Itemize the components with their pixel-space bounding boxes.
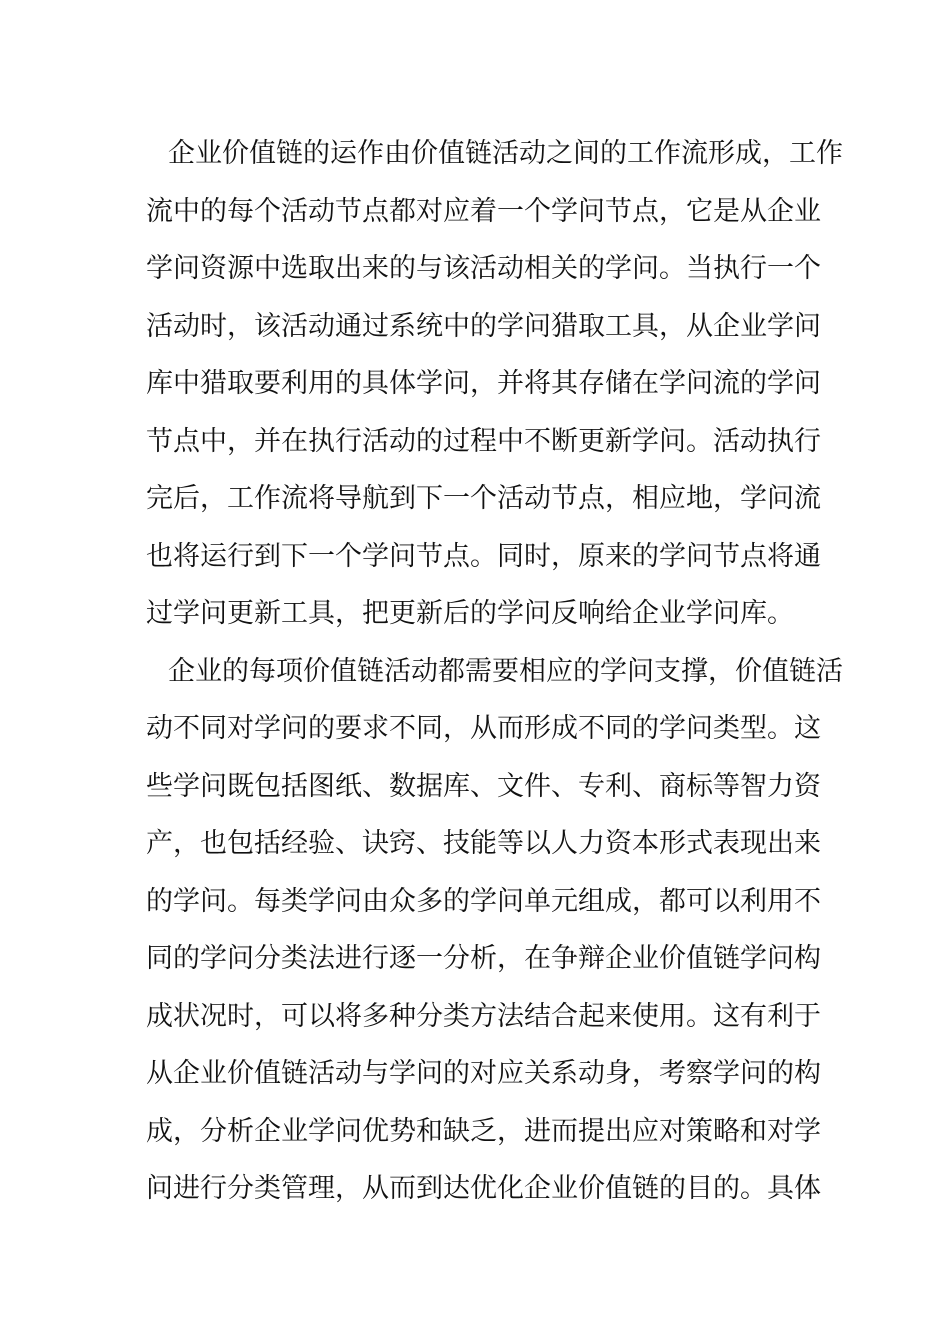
paragraph-line: 企业的每项价值链活动都需要相应的学问支撑，价值链活 bbox=[168, 655, 843, 687]
document-body bbox=[146, 125, 843, 1218]
paragraph-line: 企业价值链的运作由价值链活动之间的工作流形成，工作 bbox=[168, 138, 843, 169]
paragraph-line: 成，分析企业学问优势和缺乏，进而提出应对策略和对学 bbox=[146, 1115, 821, 1147]
paragraph-line: 成状况时，可以将多种分类方法结合起来使用。这有利于 bbox=[146, 1000, 821, 1032]
paragraph-line: 问进行分类管理，从而到达优化企业价值链的目的。具体 bbox=[146, 1173, 821, 1204]
paragraph-line: 学问资源中选取出来的与该活动相关的学问。当执行一个 bbox=[146, 253, 821, 284]
paragraph-line: 活动时，该活动通过系统中的学问猎取工具，从企业学问 bbox=[146, 310, 821, 342]
paragraph-line: 的学问。每类学问由众多的学问单元组成，都可以利用不 bbox=[146, 885, 821, 917]
paragraph-line: 产，也包括经验、诀窍、技能等以人力资本形式表现出来 bbox=[146, 828, 821, 859]
paragraph-line: 节点中，并在执行活动的过程中不断更新学问。活动执行 bbox=[146, 425, 821, 457]
paragraph-line: 同的学问分类法进行逐一分析，在争辩企业价值链学问构 bbox=[146, 943, 821, 974]
paragraph-line: 完后，工作流将导航到下一个活动节点，相应地，学问流 bbox=[146, 483, 821, 514]
paragraph-line: 流中的每个活动节点都对应着一个学问节点，它是从企业 bbox=[146, 195, 821, 227]
paragraph-line: 也将运行到下一个学问节点。同时，原来的学问节点将通 bbox=[146, 540, 821, 572]
paragraph-line: 过学问更新工具，把更新后的学问反响给企业学问库。 bbox=[146, 598, 794, 629]
paragraph-line: 从企业价值链活动与学问的对应关系动身，考察学问的构 bbox=[146, 1058, 821, 1089]
paragraph-2 bbox=[146, 643, 843, 1218]
paragraph-line: 库中猎取要利用的具体学问，并将其存储在学问流的学问 bbox=[146, 368, 821, 399]
paragraph-line: 些学问既包括图纸、数据库、文件、专利、商标等智力资 bbox=[146, 770, 821, 802]
paragraph-1 bbox=[146, 125, 843, 643]
paragraph-line: 动不同对学问的要求不同，从而形成不同的学问类型。这 bbox=[146, 713, 821, 744]
